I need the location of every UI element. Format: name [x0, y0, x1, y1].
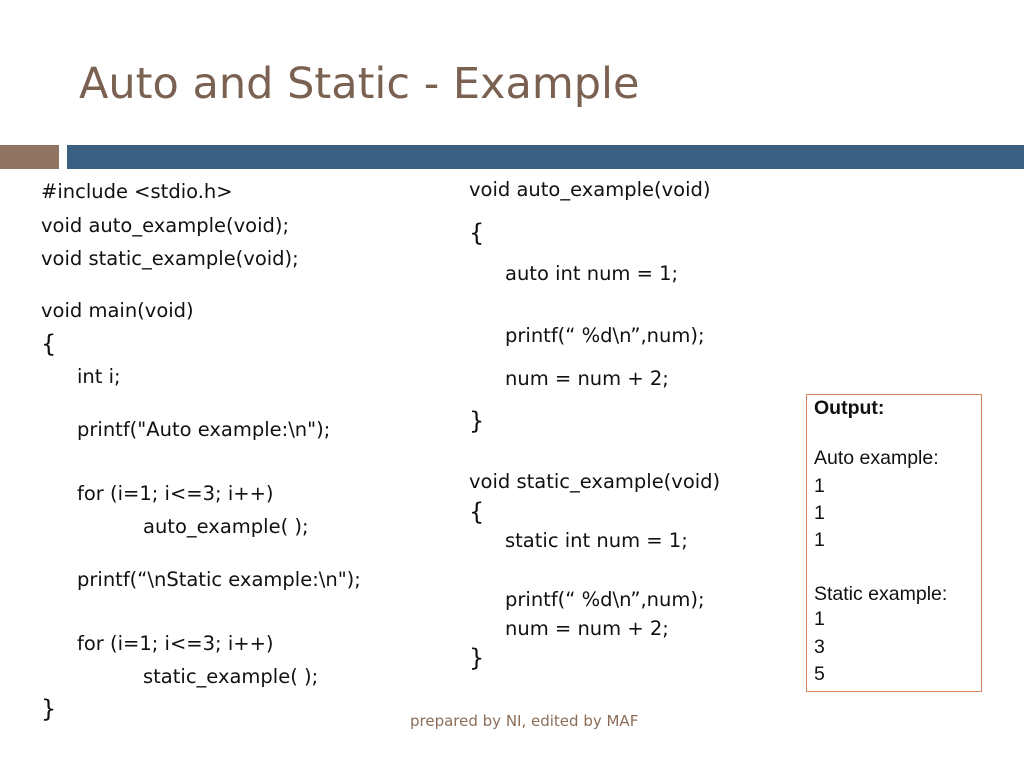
code-line-auto-prototype: void auto_example(void);: [41, 214, 290, 237]
output-line-auto-label: Auto example:: [814, 447, 939, 469]
code-line-static-printf: printf(“ %d\n”,num);: [505, 588, 705, 611]
slide-footer: prepared by NI, edited by MAF: [410, 712, 639, 730]
code-line-printf-static: printf(“\nStatic example:\n");: [77, 568, 361, 591]
code-line-auto-open-brace: {: [469, 219, 485, 247]
code-line-call-static: static_example( );: [143, 665, 319, 688]
code-line-static-signature: void static_example(void): [469, 470, 721, 493]
output-line-auto-value-2: 1: [814, 502, 825, 524]
code-line-int-declaration: int i;: [77, 365, 121, 388]
code-line-main-open-brace: {: [41, 330, 57, 358]
output-line-static-value-1: 1: [814, 608, 825, 630]
code-line-main-close-brace: }: [41, 695, 57, 723]
code-line-static-declaration: static int num = 1;: [505, 529, 688, 552]
code-line-auto-close-brace: }: [469, 407, 485, 435]
slide-title: Auto and Static - Example: [79, 59, 640, 109]
code-line-static-increment: num = num + 2;: [505, 617, 669, 640]
code-line-auto-increment: num = num + 2;: [505, 367, 669, 390]
output-box: [806, 394, 982, 692]
output-line-auto-value-1: 1: [814, 475, 825, 497]
code-line-auto-printf: printf(“ %d\n”,num);: [505, 324, 705, 347]
code-line-call-auto: auto_example( );: [143, 515, 309, 538]
code-line-for-loop-auto: for (i=1; i<=3; i++): [77, 482, 274, 505]
code-line-static-prototype: void static_example(void);: [41, 247, 299, 270]
title-divider-bar: [67, 145, 1024, 169]
code-line-static-open-brace: {: [469, 498, 485, 526]
code-line-auto-declaration: auto int num = 1;: [505, 262, 679, 285]
output-line-static-value-3: 5: [814, 663, 825, 685]
title-divider-accent: [0, 145, 59, 169]
code-line-static-close-brace: }: [469, 644, 485, 672]
output-heading: Output:: [814, 397, 885, 419]
code-line-printf-auto: printf("Auto example:\n");: [77, 418, 331, 441]
code-line-main-signature: void main(void): [41, 299, 194, 322]
code-line-auto-signature: void auto_example(void): [469, 178, 711, 201]
output-line-auto-value-3: 1: [814, 529, 825, 551]
code-line-include: #include <stdio.h>: [41, 180, 233, 203]
output-line-static-value-2: 3: [814, 636, 825, 658]
output-line-static-label: Static example:: [814, 583, 948, 605]
code-line-for-loop-static: for (i=1; i<=3; i++): [77, 632, 274, 655]
